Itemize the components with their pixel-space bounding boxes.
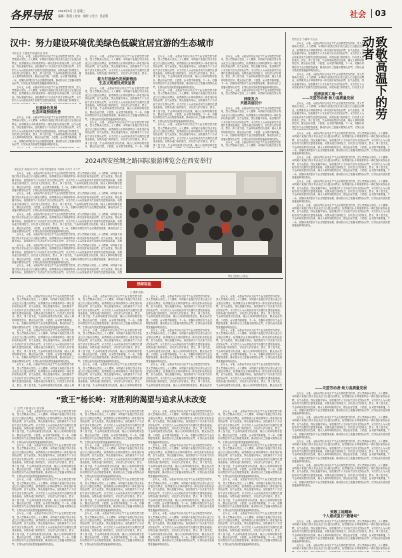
body-paragraph: 近年来，市委、市政府坚持以习近平生态文明思想为指导，深入贯彻落实党的二十大精神，牢固树立和践行绿水青山就是金山银山的理念，统筹推进山水林田湖草沙一体化保护和系统治理，以生态优先、绿色发展为导向，加快推进生产方式和生活方式绿色转型，全力打造人与自然和谐共生的现代化建设新格局。各级各部门协同发力，持续深入打好蓝天、碧水、净土保卫战，生态环境质量持续改善，城市人居环境明显提升，群众的获得感、幸福感、安全感不断增强。下一步，将继续巩固提升生态文明建设成果，推动经济社会发展全面绿色转型，让绿色成为高质量发展最鲜明的底色。 — [80, 410, 144, 444]
masthead-rule — [10, 27, 392, 28]
body-paragraph: 近年来，市委、市政府坚持以习近平生态文明思想为指导，深入贯彻落实党的二十大精神，牢固树立和践行绿水青山就是金山银山的理念，统筹推进山水林田湖草沙一体化保护和系统治理，以生态优先、绿色发展为导向，加快推进生产方式和生活方式绿色转型，全力打造人与自然和谐共生的现代化建设新格局。各级各部门协同发力，持续深入打好蓝天、碧水、净土保卫战，生态环境质量持续改善，城市人居环境明显提升，群众的获得感、幸福感、安全感不断增强。下一步，将继续巩固提升生态文明建设成果，推动经济社会发展全面绿色转型，让绿色成为高质量发展最鲜明的底色。 — [78, 295, 142, 329]
section-divider — [371, 9, 372, 18]
right-text-3 — [292, 132, 390, 384]
body-paragraph: 近年来，市委、市政府坚持以习近平生态文明思想为指导，深入贯彻落实党的二十大精神，牢固树立和践行绿水青山就是金山银山的理念，统筹推进山水林田湖草沙一体化保护和系统治理，以生态优先、绿色发展为导向，加快推进生产方式和生活方式绿色转型，全力打造人与自然和谐共生的现代化建设新格局。各级各部门协同发力，持续深入打好蓝天、碧水、净土保卫战，生态环境质量持续改善，城市人居环境明显提升，群众的获得感、幸福感、安全感不断增强。下一步，将继续巩固提升生态文明建设成果，推动经济社会发展全面绿色转型，让绿色成为高质量发展最鲜明的底色。 — [146, 295, 212, 329]
column-box-col1 — [12, 295, 74, 387]
right-subhead-2: ——关爱劳动者·助力高质量发展 — [315, 386, 367, 390]
body-paragraph: 近年来，市委、市政府坚持以习近平生态文明思想为指导，深入贯彻落实党的二十大精神，牢固树立和践行绿水青山就是金山银山的理念，统筹推进山水林田湖草沙一体化保护和系统治理，以生态优先、绿色发展为导向，加快推进生产方式和生活方式绿色转型，全力打造人与自然和谐共生的现代化建设新格局。各级各部门协同发力，持续深入打好蓝天、碧水、净土保卫战，生态环境质量持续改善，城市人居环境明显提升，群众的获得感、幸福感、安全感不断增强。下一步，将继续巩固提升生态文明建设成果，推动经济社会发展全面绿色转型，让绿色成为高质量发展最鲜明的底色。 — [12, 55, 81, 86]
body-paragraph: 近年来，市委、市政府坚持以习近平生态文明思想为指导，深入贯彻落实党的二十大精神，牢固树立和践行绿水青山就是金山银山的理念，统筹推进山水林田湖草沙一体化保护和系统治理，以生态优先、绿色发展为导向，加快推进生产方式和生活方式绿色转型，全力打造人与自然和谐共生的现代化建设新格局。各级各部门协同发力，持续深入打好蓝天、碧水、净土保卫战，生态环境质量持续改善，城市人居环境明显提升，群众的获得感、幸福感、安全感不断增强。下一步，将继续巩固提升生态文明建设成果，推动经济社会发展全面绿色转型，让绿色成为高质量发展最鲜明的底色。 — [12, 172, 122, 193]
right-byline: 特约记者 李丽华 马文英 — [292, 38, 318, 41]
body-paragraph: 近年来，市委、市政府坚持以习近平生态文明思想为指导，深入贯彻落实党的二十大精神，牢固树立和践行绿水青山就是金山银山的理念，统筹推进山水林田湖草沙一体化保护和系统治理，以生态优先、绿色发展为导向，加快推进生产方式和生活方式绿色转型，全力打造人与自然和谐共生的现代化建设新格局。各级各部门协同发力，持续深入打好蓝天、碧水、净土保卫战，生态环境质量持续改善，城市人居环境明显提升，群众的获得感、幸福感、安全感不断增强。下一步，将继续巩固提升生态文明建设成果，推动经济社会发展全面绿色转型，让绿色成为高质量发展最鲜明的底色。 — [80, 478, 144, 512]
body-paragraph: 近年来，市委、市政府坚持以习近平生态文明思想为指导，深入贯彻落实党的二十大精神，牢固树立和践行绿水青山就是金山银山的理念，统筹推进山水林田湖草沙一体化保护和系统治理，以生态优先、绿色发展为导向，加快推进生产方式和生活方式绿色转型，全力打造人与自然和谐共生的现代化建设新格局。各级各部门协同发力，持续深入打好蓝天、碧水、净土保卫战，生态环境质量持续改善，城市人居环境明显提升，群众的获得感、幸福感、安全感不断增强。下一步，将继续巩固提升生态文明建设成果，推动经济社会发展全面绿色转型，让绿色成为高质量发展最鲜明的底色。 — [12, 478, 76, 512]
body-paragraph: 近年来，市委、市政府坚持以习近平生态文明思想为指导，深入贯彻落实党的二十大精神，牢固树立和践行绿水青山就是金山银山的理念，统筹推进山水林田湖草沙一体化保护和系统治理，以生态优先、绿色发展为导向，加快推进生产方式和生活方式绿色转型，全力打造人与自然和谐共生的现代化建设新格局。各级各部门协同发力，持续深入打好蓝天、碧水、净土保卫战，生态环境质量持续改善，城市人居环境明显提升，群众的获得感、幸福感、安全感不断增强。下一步，将继续巩固提升生态文明建设成果，推动经济社会发展全面绿色转型，让绿色成为高质量发展最鲜明的底色。 — [12, 212, 122, 233]
body-paragraph: 近年来，市委、市政府坚持以习近平生态文明思想为指导，深入贯彻落实党的二十大精神，牢固树立和践行绿水青山就是金山银山的理念，统筹推进山水林田湖草沙一体化保护和系统治理，以生态优先、绿色发展为导向，加快推进生产方式和生活方式绿色转型，全力打造人与自然和谐共生的现代化建设新格局。各级各部门协同发力，持续深入打好蓝天、碧水、净土保卫战，生态环境质量持续改善，城市人居环境明显提升，群众的获得感、幸福感、安全感不断增强。下一步，将继续巩固提升生态文明建设成果，推动经济社会发展全面绿色转型，让绿色成为高质量发展最鲜明的底色。 — [292, 392, 390, 416]
column-box-label: 律师说法 — [127, 281, 161, 288]
body-paragraph: 近年来，市委、市政府坚持以习近平生态文明思想为指导，深入贯彻落实党的二十大精神，牢固树立和践行绿水青山就是金山银山的理念，统筹推进山水林田湖草沙一体化保护和系统治理，以生态优先、绿色发展为导向，加快推进生产方式和生活方式绿色转型，全力打造人与自然和谐共生的现代化建设新格局。各级各部门协同发力，持续深入打好蓝天、碧水、净土保卫战，生态环境质量持续改善，城市人居环境明显提升，群众的获得感、幸福感、安全感不断增强。下一步，将继续巩固提升生态文明建设成果，推动经济社会发展全面绿色转型，让绿色成为高质量发展最鲜明的底色。 — [218, 512, 282, 546]
lead-col4-text — [221, 55, 281, 95]
lead-col4-subhead: 持续发力 共建美丽汉中 — [240, 97, 262, 106]
body-paragraph: 近年来，市委、市政府坚持以习近平生态文明思想为指导，深入贯彻落实党的二十大精神，牢固树立和践行绿水青山就是金山银山的理念，统筹推进山水林田湖草沙一体化保护和系统治理，以生态优先、绿色发展为导向，加快推进生产方式和生活方式绿色转型，全力打造人与自然和谐共生的现代化建设新格局。各级各部门协同发力，持续深入打好蓝天、碧水、净土保卫战，生态环境质量持续改善，城市人居环境明显提升，群众的获得感、幸福感、安全感不断增强。下一步，将继续巩固提升生态文明建设成果，推动经济社会发展全面绿色转型，让绿色成为高质量发展最鲜明的底色。 — [292, 415, 390, 440]
body-paragraph: 近年来，市委、市政府坚持以习近平生态文明思想为指导，深入贯彻落实党的二十大精神，牢固树立和践行绿水青山就是金山银山的理念，统筹推进山水林田湖草沙一体化保护和系统治理，以生态优先、绿色发展为导向，加快推进生产方式和生活方式绿色转型，全力打造人与自然和谐共生的现代化建设新格局。各级各部门协同发力，持续深入打好蓝天、碧水、净土保卫战，生态环境质量持续改善，城市人居环境明显提升，群众的获得感、幸福感、安全感不断增强。下一步，将继续巩固提升生态文明建设成果，推动经济社会发展全面绿色转型，让绿色成为高质量发展最鲜明的底色。 — [12, 116, 81, 147]
body-paragraph: 近年来，市委、市政府坚持以习近平生态文明思想为指导，深入贯彻落实党的二十大精神，牢固树立和践行绿水青山就是金山银山的理念，统筹推进山水林田湖草沙一体化保护和系统治理，以生态优先、绿色发展为导向，加快推进生产方式和生活方式绿色转型，全力打造人与自然和谐共生的现代化建设新格局。各级各部门协同发力，持续深入打好蓝天、碧水、净土保卫战，生态环境质量持续改善，城市人居环境明显提升，群众的获得感、幸福感、安全感不断增强。下一步，将继续巩固提升生态文明建设成果，推动经济社会发展全面绿色转型，让绿色成为高质量发展最鲜明的底色。 — [12, 329, 74, 363]
body-paragraph: 近年来，市委、市政府坚持以习近平生态文明思想为指导，深入贯彻落实党的二十大精神，牢固树立和践行绿水青山就是金山银山的理念，统筹推进山水林田湖草沙一体化保护和系统治理，以生态优先、绿色发展为导向，加快推进生产方式和生活方式绿色转型，全力打造人与自然和谐共生的现代化建设新格局。各级各部门协同发力，持续深入打好蓝天、碧水、净土保卫战，生态环境质量持续改善，城市人居环境明显提升，群众的获得感、幸福感、安全感不断增强。下一步，将继续巩固提升生态文明建设成果，推动经济社会发展全面绿色转型，让绿色成为高质量发展最鲜明的底色。 — [80, 444, 144, 478]
body-paragraph: 近年来，市委、市政府坚持以习近平生态文明思想为指导，深入贯彻落实党的二十大精神，牢固树立和践行绿水青山就是金山银山的理念，统筹推进山水林田湖草沙一体化保护和系统治理，以生态优先、绿色发展为导向，加快推进生产方式和生活方式绿色转型，全力打造人与自然和谐共生的现代化建设新格局。各级各部门协同发力，持续深入打好蓝天、碧水、净土保卫战，生态环境质量持续改善，城市人居环境明显提 — [78, 363, 142, 387]
body-paragraph: 近年来，市委、市政府坚持以习近平生态文明思想为指导，深入贯彻落实党的二十大精神，牢固树立和践行绿水青山就是金山银山的理念，统筹推进山水林田湖草沙一体化保护和系统治理，以生态优先、绿色发展为导向，加快推进生产方式和生活方式绿色转型，全力打造人与自然和谐共生的现代化建设新格局。各级各部门协同发力，持续深入打好蓝天、碧水、净土保卫战，生态环境质量持续改善，城市人居环境明显提升，群众的获得感、幸福感、安全感不断增强。下一步，将继续巩固提升生态文明建设成果，推动经济社会发展全面绿色转型，让绿色成为高质量发展最鲜明的底色。 — [78, 329, 142, 363]
body-paragraph: 近年来，市委、市政府坚持以习近平生态文明思想为指导，深入贯彻落实党的二十大精神，牢固树立和践行绿水青山就是金山银山的理念，统筹推进山水林田湖草沙一体化保护和系统治理，以生态优先、绿色发展为导向，加快推进生产方式和生活方式绿色转型，全力打造人与自然和谐共生的现代化建设新格局。各级各部门协同发力，持续深入打好蓝天、碧水、净土保卫战，生态环境质量持续改善，城市人居环境明显提升，群众的获得感、幸福感、安全感不断增强。下一步，将继续巩固提升生态文明建设成果，推动经济社会发展全面绿色转型，让绿色成为高质量发展最鲜明的底色。 — [148, 512, 214, 546]
body-paragraph: 近年来，市委、市政府坚持以习近平生态文明思想为指导，深入贯彻落实党的二十大精神，牢固树立和践行绿水青山就是金山银山的理念，统筹推进山水林田湖草沙一体化保护和系统治理，以生态优先、绿色发展为导向，加快推进生产方式和生活方式绿色转型，全力打造人与自然和谐共生的现代化建设新格局。各级各部门协同发力，持续深入打好蓝天、碧水、净土保卫战，生态环境质量持续改善，城市人居环境明显提升，群众的获得感、幸福感、安全感不断增强。下一步，将继续巩固提升生态文明建设成果，推动经济社会发展全面绿色转型，让绿色成为高质量发展最鲜明的底色。 — [292, 203, 390, 227]
bottom-byline: □ 文/图 王丽 杨宝玉 刘文娟 — [14, 407, 45, 410]
body-paragraph: 近年来，市委、市政府坚持以习近平生态文明思想为指导，深入贯彻落实党的二十大精神，牢固树立和践行绿水青山就是金山银山的理念，统筹推进山水林田湖草沙一体化保护和系统治理，以生态优先、绿色发展为导向，加快推进生产方式和生活方式绿色转型，全力打造人与自然和谐共生的现代化建设新格局。各级各部门协同发力，持续深入打好蓝天、碧水、净土保卫战，生态环境质量持续改善，城市人居环境明显提升，群众的获得感、幸福感、安全感不断增强。下一步，将继续巩固提升生态文明建设成果，推动经济社会发展全面绿色转型，让绿色成为高质量发展最鲜明的底色。 — [12, 444, 76, 478]
body-paragraph: 近年来，市委、市政府坚持以习近平生态文明思想为指导，深入贯彻落实党的二十大精神，牢固树立和践行绿水青山就是金山银山的理念，统筹推进山水林田湖草沙一体化保护和系统治理，以生态优先、绿色发展为导向，加快推进生产方式和生活方式绿色转型，全力打造人与自然和谐共生的现代化建设新格局。各级各部门协同发力，持续深入打好蓝天、碧水、净土保卫战，生态环境质量持续改善，城市人居环境明显提升，群众的获得感、幸福感、安全感不断增强。下一步，将继续巩固提升生态文明建设成果，推动经济社会发展全面绿色转型，让绿色成为高质量发展最鲜明的底色。 — [218, 478, 282, 512]
expo-text-left2 — [12, 244, 122, 274]
right-vertical-headline: 致敬高温下的劳动者 — [361, 36, 388, 120]
masthead-editors: 编辑：陈毅 | 校对：桐梓 | 设计：吴征明 — [58, 14, 109, 18]
body-paragraph: 近年来，市委、市政府坚持以习近平生态文明思想为指导，深入贯彻落实党的二十大精神，牢固树立和践行绿水青 — [221, 89, 281, 95]
lead-headline: 汉中：努力建设环境优美绿色低碳宜居宜游的生态城市 — [10, 39, 214, 49]
lead-col1-text2 — [12, 116, 81, 148]
body-paragraph: 近年来，市委、市政府坚持以习近平生态文明思想为指导，深入贯彻落实党的二十大精神，牢固树立和践行绿水青山就是金山银山的理念，统筹推进山水林田湖草沙一体化保护和系统治理，以生态优先、绿色发展为导向，加快推进生产方式和生活方式绿色转型，全力打造人与自然和谐共生的现代化建设新格局。各级各部门协同发力，持续深入打好蓝天、碧水、净土保卫战，生态环境质量持续改善，城市人居环境明显提升，群众的获得感、幸福感、安全感不断增强。下一步，将继续巩固提升生态文明建设成果，推动经济社会发展全面绿色转型，让绿色成为高质量发展最鲜明的底色。 — [292, 155, 390, 180]
page-number: 03 — [375, 9, 387, 18]
column-box-col2 — [78, 295, 142, 387]
expo-byline: 本报记者 刘安(实习生) 李明 特约通讯员 王晓华 实习生 王少平 — [14, 168, 81, 171]
body-paragraph: 近年来，市委、市政府坚持以习近平生态文明思想为指导，深入贯彻落实党的二十大精神，牢固树立和践行绿水青山就是金山银山的理念，统筹推进山水林田湖草沙一体化保护和系统治理，以生态优先、绿色发展为导向，加快推进生产方式和生活方式绿色转型，全力打造人与自然和谐共生的现代化建设新格局。各级各部门协同发力，持续深入打好蓝天、碧水、净土保卫战，生态环境质量持续改善，城市人居环境明显提升，群众的获得感、幸福感、安全感不断增强。下一步，将继续巩固提升生态文明建设成果，推动经济社会发展全面绿色转型，让绿色成为高质量发展最鲜明的底色。 — [221, 55, 281, 89]
body-paragraph: 近年来，市委、市政府坚持以习近平生态文明思想为指导，深入贯彻落实党的二十大精神，牢固树立和践行绿水青山就是金山银山的理念，统筹推进山水林田湖草沙一体化保护和系统治理，以生态优先、绿色发展为导向，加快推进生产方式和生活方式绿色转型，全力打造人与自然和谐共生的现代化建设新格局。各级各部门协同发力，持续深入打好蓝天、碧水、净土保卫战，生态环境质量持续改善，城市人居环境明显提升，群众的获得感、幸福感、安全感不断增强。下一步，将继续巩固提升生态文明建设成果，推动经济社会发展全面绿色转型，让绿色成为高质量发展最鲜明的底色。 — [12, 244, 122, 265]
vertical-divider-main — [285, 32, 286, 552]
masthead-logo: 各界导报 — [10, 9, 52, 22]
lead-byline: 本报记者 王丽丽 特约通讯员 张军 — [12, 52, 48, 55]
body-paragraph: 近年来，市委、市政府坚持以习近平生态文明思想为指导，深入贯彻落实党的二十大精神，牢固树立和践行绿水青山就是金山银山的理念，统筹推进山水林田湖草沙一体化保护和系统治理，以生态优先、绿色发展为导向，加快推进生产方式和生活方式绿色转型，全力打造人与自然和谐共生的现代化建设新格局。各级各部门协同发力，持续深入打好蓝天、碧水、净土保卫战，生态环境质量持续改善，城市人居环境明显提升，群众的获得感、幸福感、安全感不断增强。下一步，将继 — [85, 121, 149, 148]
body-paragraph: 近年来，市委、市政府坚持以习近平生态文明思想为指导，深入贯彻落实党的二十大精神，牢固树立和践行绿水青山就是金山银山的理念，统筹推进山水林田湖草沙一体化保护和系统治理，以生态优先、绿色发展为导向，加快推进生产方式和生活方式绿色转型，全力打造人与自然和谐共生的现代化建设新格局。各级各部门协同发力，持续深入打好蓝天、碧水、净土保卫战，生态环境质量持续改善，城市人居环境明显提升，群众的获得感、幸福感、安全感不断增强。下一步，将继续巩固提升生态文明建设成果，推动经济社会发展全面绿色转型，让绿色成为高质量发展最鲜明的底色。 — [153, 55, 217, 89]
body-paragraph: 近年来，市委、市政府坚持以习近平生态文明思想为指导，深入贯彻落实党的二十大精神，牢固树立和践行绿水青山就是金山银山的理念，统筹推进山水林田湖草沙一体化保护和系统治理，以生态优先、绿色发展为导向，加快推进生产方式和生活方式绿色转型，全力打造人与自然和谐共生的现代化建设新格局。各级各部门协同发力，持续深入打好蓝天、碧水、净土保卫战，生态环境质量持续改善，城市人居环境明显提升，群众的获得感、幸福感、安全感不断增强。下一步，将继续巩固提升生态文明建设成果，推动经济社会发展全面绿色转型，让绿色成为高质量发展最鲜明的底色。 — [292, 132, 390, 156]
body-paragraph: 近年来，市委、市政府坚持以习近平生态文明思想为指导，深入贯彻落实党的二十大精神，牢固树立和践行绿水青山就是金山银山的理念，统筹推进山水林田湖草沙一体化保护和系统治理，以生态优先、绿色发展为导向，加快推进生产方式和生活方式绿色转型，全力打造人与自然和谐共生的现代化建设新格局。各级各部门协同发力，持续深入打好蓝天、碧水、净土保卫战，生态环境质量持续改善，城市人居环境明显提升，群众的获得感、幸福感、安全感不断增强。下一步，将继续巩固提升生态文明建设成果，推动经济社会发展全面绿色转型，让绿色成为高质量发展最鲜明的底色。 — [292, 439, 390, 464]
body-paragraph: 近年来，市委、市政府坚持以习近平生态文明思想为指导，深入贯彻落实党的二十大精神，牢固树立和践行绿水青山就是金山银山的理念，统筹推进山水林田湖草沙一体化保护和系统治理，以生态优先、绿色发展为导向，加快推进生产方式和生活方式绿色转型，全力打造人与自然和谐共生的现代化建设新格局。各级各部门协同发力，持续深入打好蓝天、碧水、净土保卫战，生态环境质量持续改善，城市人居环境明显提升，群众的获得感、幸福感、安全感不断增强。下一步，将继续巩固提升生态文明建设成果，推动经济社会发展全面绿色转型，让绿色成为高质量发展最鲜明的底色。 — [292, 463, 390, 487]
body-paragraph: 近年来，市委、市政府坚持以习近平生态文明思想为指导，深入贯彻落实党的二十大精神，牢固树立和践行绿水青山就是金山银山的理念，统筹推进山水林田湖草沙一体化保护和系统治理，以生态优先、绿色发展为导向，加快推进生产方式和生活方式绿色转型，全力打造人与自然和谐共生的现代化建设新格局。各级各部门协同发力，持续深入打好蓝天、碧水、净土保卫战，生态环境质量持续改善，城市人居环境明显提升，群众的获得感、幸福感、安全感不断增强。下一步，将继续巩固提升生态文明建设成果，推动经济社会发展全面绿色转型，让绿色成为高质量发展最鲜明的底色。 — [153, 89, 217, 123]
body-paragraph: 近年来，市委、市政府坚持以习近平生态文明思想为指导，深入贯彻落实党的二十大精神，牢固树立和践行绿水青 — [221, 141, 281, 148]
lead-col3-text — [153, 55, 217, 148]
right-text-2 — [292, 102, 364, 130]
body-paragraph: 近年来，市委、市政府坚持以习近平生态文明思想为指导，深入贯彻落实党的二十大精神，牢固树立和践行绿水青山就是金山银山的理念，统筹推进山水林田湖草沙一体化保护和系统治理，以生态优先、绿色发展为导向，加快推进生产方式和生活方式绿色转型，全力打造人与自然和谐共生的现代化建设新格局。各级各部门协同发力，持续深入打 — [292, 72, 364, 90]
body-paragraph: 近年来，市委、市政府坚持以习近平生态文明思想为指导，深入贯彻落实党的二十大精神，牢固树立和践行绿水青山就是金山银山的理念，统筹推进山水林田湖草沙一体化保护和系统治理，以生态优先、绿色发展为导向，加快推进生产方式和生活方式绿色转型，全力打造人与自然和谐共生的现代化建设新格局。各级各部门协同发力，持续深入打好蓝天、碧水、净土保卫战，生态环境质量持续改善，城市人居环境明显提升，群众的获得感、幸福感、安全感不断增强。下一步，将继续巩固提升生态文明建设成果，推动经济社会发展全面绿色转型，让绿色成为高质量发展最鲜明的底色。 — [148, 478, 214, 512]
body-paragraph: 近年来，市委、市政府坚持以习近平生态文明思想为指导，深入贯彻落实党的二十大精神，牢固树立和践行绿水青山就是金山银山的理念，统筹推进山水林田湖草沙一体化保护和系统治理，以生态优先、绿色发展为导向，加快推进生产方式和生活方式绿色转型，全力打造人与自然和谐共生的现代化建设新格局。各级各部门协同发力， — [12, 85, 81, 103]
bottom-col1-text — [12, 410, 76, 550]
lead-col4-text2 — [221, 107, 281, 148]
expo-headline: 2024西安丝绸之路国际旅游博览会在西安举行 — [85, 158, 213, 165]
section-name: 社会 — [350, 10, 366, 19]
expo-text-left — [12, 172, 122, 242]
body-paragraph: 近年来，市委、市政府坚持以习近平生态文明思想为指导，深入贯彻落实党的二十大精神，牢固树立和践行绿水青山就是金山银山的理念，统筹推进山水林田湖草沙一体化保护和系统治理，以生态优先、绿色发展为导向，加快推进生产方式和生活方式绿色转型，全力打造人与自然和谐共生的现代化建设新格局。各级各部门协同发力，持续深入打好蓝天、碧水、净土保卫战，生态环境质量持续改善，城市人居环境明显提升，群众的获得感、幸福感、安全感不断增强。下一步，将继续巩固提升生态文明建设成果，推动经济社会发展全面绿色转型，让绿色成为高质量发展最鲜明的底色。 — [12, 512, 76, 546]
body-paragraph: 近年来，市委、市政府坚持以习近平生态文明思想为指导，深入贯彻落实党的二十大精神，牢固树立和践行绿水青山就是金山银山的理念，统筹推进山水林田湖草沙一体化保护和系统治理，以生态优先、绿色发展为导向，加快推进生产方式和生活方式绿色转型，全力打造人与自然和谐共生的现代化建设新格局。各级各部门协同发力，持续深入打好蓝天、碧水、净土保卫战，生态环境质量持续改善，城市人居环境明显提升，群众的获得感、幸福感、安全感不断增强。下一步，将继续巩固提升生态文明建设成果，推动经济社会发展全面绿色转型，让绿色成为高质量发展最鲜明的底色。 — [12, 295, 74, 329]
masthead-date: 2024年5月 日 星期二 — [58, 9, 86, 13]
body-paragraph: 近年来，市委、市政府坚持以习近平生态文明思想为指导，深入贯彻落实党的二十大精神，牢固树立和践行绿水青山就是金山银山的理念，统筹推进山水林田湖草沙一体化保护和系统治理，以生态优先、绿色发展为导向，加快推进生产方式和生活方式绿色转型，全力打造人与自然和谐共生的现代化建设新格局。各级各部门协同发力，持续深入打好蓝天、碧水、净土保卫战，生态环境质量持续改善，城市人居环境明显提升，群众的获得感、幸福感、安全感不断增强。下一步，将继续巩固提升生态文明建设成果，推动经济社会发展全面绿色转型，让绿色成为高质量发展最鲜明的底色。 — [148, 410, 214, 444]
body-paragraph: 近年来，市委、市政府坚持以习近平生态文明思想为指导，深入贯彻落实党的二十大精神，牢固树立和践行绿水青山就是金山银山的理念，统筹推进山水林田湖草沙一体化保护和系统治理，以生态优先、绿色发展为导向，加快推进生产方式和生活方式绿色转型，全力打造人与自然和谐共生的现代化建设新格局。各级各部门协同发力，持续深入打好蓝天、碧水、净土保卫战，生态环境质量持续改善，城市人居 — [12, 363, 74, 387]
right-text-4 — [292, 392, 390, 508]
right-text-5 — [292, 520, 390, 552]
right-subhead-3: 致敬工地精神 个人建成夏日“避暑站” — [322, 510, 360, 519]
body-paragraph: 近年来，市委、市政府坚持以习近平生态文明思想为指导，深入贯彻落实党的二十大精神，牢固树立和践行绿水青山就是金山银山的理念，统筹推进山水林田湖草沙一体化保护和系统治理，以生态优先、绿色发展为导向，加快推进生产方式和生活方式绿色转型，全力打造人与自然和谐共生的现代化建设新格局。各级 — [12, 233, 122, 242]
column-box-top-rule — [10, 278, 283, 279]
body-paragraph: 近年来，市委、市政府坚持以习近平生态文明思想为指导，深入贯彻落实党的二十大精神，牢固树立和践行绿水青山就是金山银山的理念，统筹推进山水林田湖草沙一体化保护和系统治理，以生态优先、绿色发展为导向，加快推进生产方式和生活方式绿色转型，全力打造人与自然和谐共生的现代化建设新格局。各级各部门协同发力，持续深入打好蓝天、碧水、净土保卫战，生态环境质量持续改善，城市人居环境明显提升，群众的获得感、幸福感、安全感不断增强。下一步，将继续巩固提升生态文明建设成果，推动经济社会发展全面绿色转型，让绿色成为高质量发展最鲜明的底色。 — [221, 107, 281, 141]
bottom-col4-text — [218, 410, 282, 550]
body-paragraph: 近年来，市委、市政府坚持以习近平生态文明思想为指导，深入贯彻落实党的二十大精神，牢固树立和践行绿水青山就是金山银山的理念，统筹推进山水林田湖草沙一体化保护和系统治理，以生态优先、绿色发展为导向，加快推进生产方式和生活方式绿色转型，全力打造人与自然和谐共生的现代化建设新格局。各级 — [12, 264, 122, 274]
body-paragraph — [12, 147, 81, 148]
expo-photo — [126, 171, 282, 273]
lead-col2-text — [85, 55, 149, 75]
body-paragraph: 近年来，市委、市政府坚持以习近平生态文明思想为指导，深入贯彻落实党的二十大精神，牢固树立和践行绿水青山就是金山银山的理念，统筹推进山水林田湖草沙一体化保护和系统治理，以生态优先、绿色发展为导向，加快推进生产方式和生活方式绿色转型，全力打造人与自然和谐共生的现代化建设新格局。各级各部门协同发力，持续深入打好蓝天、碧水、净土保卫战，生态环境质量持续改善，城市人居环境明显提升，群众的获得感、幸福感、安全感不断增强。下一步，将继续巩固提升生态文明建设成果，推动经济社会发展全面绿色转型，让绿色成为高质量发展最鲜明的底色。 — [218, 444, 282, 478]
body-paragraph: 近年来，市委、市政府坚持以习近平生态文明思想为指导，深入贯彻落实党的二十大精神，牢固树立和践行绿水青山就是金山银山的理念，统筹推进山水林田湖草沙一体化保护和系统治理，以生态优先、绿色发展为导向，加快推进生产方式和生活方式绿色转型，全力打造人与自然和谐共生的现代化建设新格局。各级各部门协同发力，持续深入打好蓝天、碧水、净土保卫战，生态环境质量持续改善，城市人居环境明显提升，群众的获得感、幸福感、安全感不断增强。下一步，将继续巩固提升生态文明建设成果，推动经济社会发展全面绿色转型，让绿色成 — [292, 102, 364, 129]
body-paragraph: 近年来，市委、市政府坚持以习近平生态文明思想为指导，深入贯彻落实党的二十大精神，牢固树立和践行绿水青山就是金山银山的理念，统筹推进山水林田湖草沙一体化保护和系统治理，以生态优先、绿色发展为导向，加快推进生产方式和生活方式绿色转型，全力打造人与自然和谐共生的现代化建设新格局。各级各部门协同发力，持续深入打好蓝天、碧水、净土保卫战，生态环境质量持续改善，城市人居环境明显提升，群众的获得感、幸福感、安全感不断增强。下一步，将继续巩固提升生态文明建设成果，推动经济社会发展全面绿色转型，让绿色成为高质量发展最鲜明的底色。 — [292, 179, 390, 204]
right-text-1 — [292, 42, 364, 90]
body-paragraph: 近年来，市委、市政府坚持以习近平生态文明思想为指导，深入贯彻落实党的二十大精神，牢固树立和践行绿水青山就是金山银山的理念，统筹推进山水林田湖草沙一体化保护和系统治理，以生态优先、绿色发展为导向，加快推进生产方式和生活方式绿色转型，全力打造人与自然和谐共生的现代化建设新格局。各级各部门协同发力，持续深入打好蓝天、碧水、净土保卫战，生态环境质量持续改善，城市人居环境明显提升，群众的获得感、幸福感、安全感不断增强。下一步，将继续巩固提升生态文明建设成果，推动经济社会发展全面绿色转型，让绿色成为高质量发展最鲜明的底色。 — [216, 329, 282, 363]
column-box-bottom-rule — [10, 389, 283, 390]
lead-bottom-rule — [10, 151, 283, 152]
body-paragraph: 近年来，市委、市政府坚持以习近平生态文明思想为指导，深入贯彻落实党的二十大精神，牢固树立和践行绿水青山就是金山银山的理念，统筹推进山水林田湖草沙一体化保护和系统治理，以生态优先、绿色发展为导向，加快推进生产方式和生活方式绿色转型，全力打造人与自然和谐共生的现代化建设新格局。各级各部门协同发力，持续深入打好蓝天、碧水、净土保卫战，生态环境质量持续改善，城市人居环境明显提升，群众的获得 — [216, 363, 282, 387]
body-paragraph: 近年来，市委、市政府坚持以习近平生态文明思想为指导，深入贯彻落实党的二十大精神，牢固树立和践行绿水青山就是金山银山的理念，统筹推进山水林田湖草沙一体化保护和系统治理，以生态优先、绿色发展为导向，加快推进生产方式和生活方式绿色转型，全力打造人与自然和谐共生的现代化建设新格局。各级各部门协同发力，持续深入打好蓝天、碧水、净土保卫战，生态环境质量持续改善，城市人居环境明显提 — [153, 123, 217, 147]
body-paragraph: 近年来，市委、市政府坚持以习近平生态文明思想为指导，深入贯彻落实党的二十大精神，牢固树立和践行绿水青山就是金山银山的理念，统筹推进山水林田湖草沙一体化保护和系统治理，以生态优先、绿色发展为导向，加快推进生产方式和生活方式绿色转型，全力打造人与自然和谐共生的现代化建设新格局。各级各部门协同发力，持续深入打好蓝天、碧水、净土保卫战，生态环境质量持续改善，城市人居环境明显提升，群众的获得感、幸福感、安全感不断增强。下一步，将继续巩固提升生态文明建设成果，推动经济社会发展全面绿色转型，让绿色成为高质量发展最鲜明的底色。 — [80, 512, 144, 546]
body-paragraph: 近年来，市委、市政府坚持以习近平生态文明思想为指导，深入贯彻落实党的二十大精神，牢固树立和践行绿水青山就是金山银山的理念，统筹推进山水林田湖草沙一体化保护和系统治理，以生态优先、绿色发展为导向，加快推进生产方式和生活方式绿色转型，全力打造人与自然和谐共生的现代化建设新格局。各级各部门协同发力，持续深入打好蓝天、碧水、净土保卫战，生态环境质量持续改善，城市人居环境明显提升，群众的获得感、幸福感、安全感不断增强。下一步，将继续巩固提升生态文明建设成果，推动经济社会发展全面绿色转型，让绿色成为高质量发展最鲜明的底色。 — [218, 410, 282, 444]
body-paragraph: 近年来，市委、市政府坚持以习近平生态文明思想为指导，深入贯彻落实党的二十大精神，牢固树立和践行绿水青山就是金山银山的理念，统筹推进山水林田湖草沙一体化保护和系统治理，以生态优先、绿色发展为导向，加快推进生产方式和生活方式绿色转型，全力打造人与自然和谐共生的现代化建设新格局。各级各部门协同发力，持续深入打好蓝天、碧水、净土保卫战，生态环境质量持续改善，城市人居环境明显提升，群众的获得感、幸福感、安全感不断增强。下一步，将继续巩固提升生态文明建设成果，推动经济社会发展全面绿色转型，让绿色成为高质量发展最鲜明的底色。 — [85, 87, 149, 121]
body-paragraph: 近年来，市委、市政府坚持以习近平生态文明思想为指导，深入贯彻落实党的二十大精神，牢固树立和践行绿水青山就是金山银山的理念，统筹推进山水林田湖草沙一体化保护和系统治理，以生态优先、绿色发展为导向，加快推进生产方式和生活方式绿色转型，全力打造人与自然和谐共生的现代化建设新格局。各级各部门协同发力，持续深入打好蓝天、碧水、净土保卫战，生态环境质量持续改善，城市人居环境明显提升，群众的获得感、幸福感、安全感不断增强。下一步，将继续巩固提升生态文明建设成果，推动经济社会发展全面绿色转型，让绿色成为高质量发展最鲜明的底色。 — [292, 42, 364, 73]
column-box-byline: □ 律师 张静 — [130, 291, 144, 294]
column-box-col4 — [216, 295, 282, 387]
bottom-col3-text — [148, 410, 214, 550]
body-paragraph: 近年来，市委、市政府坚持以习近平生态文明思想为指导，深入贯彻落实党的二十大精神，牢固树立和践行绿水青山就是金山银山的理念，统筹推进山水林田湖草沙一体化保护和系统治理，以生态优先、绿色发展为导向，加快推进生产方式和生活方式绿色转型，全力打造人与自然和谐共生的现代化建设新格局。各级各部门协同发力，持续深入打好蓝天、碧水、净土保卫战，生态环境质量持续改善，城市人居环境明显提升，群众的获得感、幸福感、安全感不断增强。下一步，将继续巩固提升生态文明建设成果，推动经济社会发展全面绿色转型，让绿色成为高质量发展最鲜明的底色。 — [146, 329, 212, 363]
body-paragraph: 近年来，市委、市政府坚持以习近平生态文明思想为指导，深入贯彻落实党的二十大精神，牢固树立和践行绿水青山就是金山银山的理念，统筹推进山水林田湖草沙一体化保护和系统治理，以生态优先、绿色发展为导向，加快推进生产方式和生活方式绿色转型，全力打造人与自然和谐共生的现代化建设新格局。各级各部门协同发力，持续深入打好蓝天、碧水、净土保卫战，生态环境质量持续改善，城市人居环境明显提升，群众的获得 — [146, 363, 212, 387]
lead-col1-text — [12, 55, 81, 104]
body-paragraph: 近年来，市委、市政府坚持以习近平生态文明思想为指导，深入贯彻落实党的二十大精神，牢固树立和践行绿水青山就是金山银山的理念，统筹推进山水林田湖草沙一体化保护和系统治 — [292, 543, 390, 551]
expo-photo-graphic — [126, 171, 282, 273]
lead-col1-subhead: 注重绿色发展 生态环境持续改善 — [32, 106, 61, 115]
right-subhead-1: 送清凉到工地一线 ——关爱劳动者·助力高质量发展 — [302, 92, 354, 101]
column-box-col3 — [146, 295, 212, 387]
body-paragraph: 近年来，市委、市政府坚持以习近平生态文明思想为指导，深入贯彻落实党的二十大精神，牢固树立和践行绿水青山就是金山银山的理念，统筹推进山水林田湖草沙一体化保护和系统治理，以生态优先、绿色发展为导向，加快推进生产方式和生活方式绿色转型，全力打造人与自然和谐共生的现代化建设新格局。各级各部门协同发力，持续深入打好蓝天、碧水、 — [85, 55, 149, 75]
bottom-col2-text — [80, 410, 144, 550]
body-paragraph: 近年来，市委、市政府坚持以习近平生态文明思想为指导，深入贯彻落实党的二十大精神，牢固树立和践行绿水青山就是金山银山的理念，统筹推进山水林田湖草沙一体化保护和系统治理，以生态优先、绿色发展为导向，加快推进生产方式和生活方式绿色转型，全力打造人与自然和谐共生的现代化建设新格局。各级各部门协同发力，持续深入打好蓝天、碧水、净土保卫战，生态环境质量持续改善，城市人居环境明显提升，群众的获得感、幸福感、安全感不断增强。下一步，将继续巩固提升生态文明建设成果，推动经济社会发展全面绿色转型，让绿色成为高质量发展最鲜明的底色。 — [148, 444, 214, 478]
bottom-headline: “致王”杨长岭：对胜利的渴望与追求从未改变 — [56, 395, 207, 404]
body-paragraph: 近年来，市委、市政府坚持以习近平生态文明思想为指导，深入贯彻落实党的二十大精神，牢固树立和践行绿水青山就是金山银山的理念，统筹推进山水林田湖草沙一体化保护和系统治理，以生态优先、绿色发展为导向，加快推进生产方式和生活方式绿色转型，全力打造人与自然和谐共生的现代化建设新格局。各级各部门协同发力，持续深入打好蓝天、碧水、净土保卫战，生态环境质量持续改善，城市人居环境明显提升，群众的获得感、幸福感、安全感不断增强。下一步，将继续巩固提升生态文明建设成果，推动经济社会发展全面绿色转型，让绿色成为高质量发展最鲜明的底色。 — [12, 410, 76, 444]
lead-col2-subhead: 着力打造绿色发展新格局 生态文明建设成效显著 — [97, 77, 137, 86]
body-paragraph: 近年来，市委、市政府坚持以习近平生态文明思想为指导，深入贯彻落实党的二十大精神，牢固树立和践行绿水青山就是金山银山的理念，统筹推进山水林田湖草沙一体化保护和系统治理，以生态优先、绿色发展为导向，加快推进生产方式和生活方式绿色转型，全力打造人与自然和谐共生的现代化建设新格局。各级各部门协同发力，持续深入打好蓝天、碧水、净土保卫战，生态环境质量持续改善，城市人居环境明显提升，群众的获得感、幸福感、安全感不断增强。下一步，将继续巩固提升生态文明建设成果，推动经济社会发展全面绿色转型，让绿色成为高质量发展最鲜明的底色。 — [216, 295, 282, 329]
expo-photo-caption: 博览会现场人头攒动。 — [228, 275, 250, 278]
body-paragraph: 近年来，市委、市政府坚持以习近平生态文明思想为指导，深入贯彻落实党的二十大精神，牢固树立和践行绿水青山就是金山银山的理念，统筹推进山水林田湖草沙一体化保护和系统治理，以生态优先、绿色发展为导向，加快推进生产方式和生活方式绿色转型，全力打造人与自然和谐共生的现代化建设新格局。各级各部门协同发力，持续深入打好蓝天、碧水、净土保卫战，生态环境质量持续改善，城市人居环境明显提升，群众的获得感、幸福感、安全感不断增强。下一步，将继续巩固提升生态文明建设成果，推动经济社会发展全面绿色转型，让绿色成为高质量发展最鲜明的底色。 — [292, 520, 390, 544]
lead-col2-text2 — [85, 87, 149, 148]
body-paragraph: 近年来，市委、市政府坚持以习近平生态文明思想为指导，深入贯彻落实党的二十大精神，牢固树立和践行绿水青山就是金山银山的理念，统筹推进山水林田湖草沙一体化保护和系统治理，以生态优先、绿色发展为导向，加快推进生产方式和生活方式绿色转型，全力打造人与自然和谐共生的现代化建设新格局。各级各部门协同发力，持续深入打好蓝天、碧水、净土保卫战，生态环境质量持续改善，城市人居环境明显提升，群众的获得感、幸福感、安全感不断增强。下一步，将继续巩固提升生态文明建设成果，推动经济社会发展全面绿色转型，让绿色成为高质量发展最鲜明的底色。 — [12, 192, 122, 213]
